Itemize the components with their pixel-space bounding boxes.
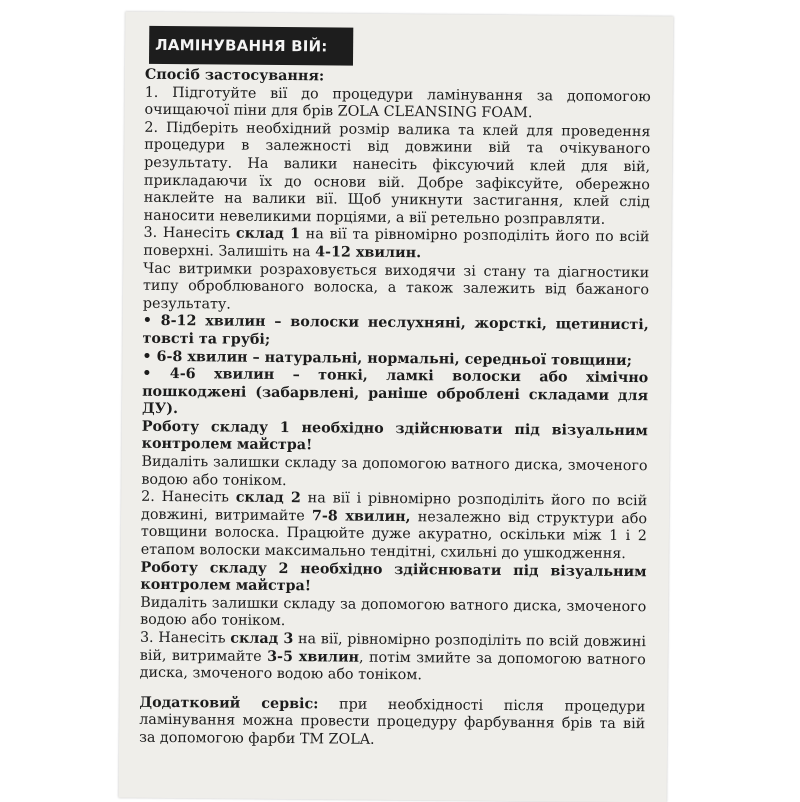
remove-residue-1: Видаліть залишки складу за допомогою ватного диска, змоченого водою або тоніком.	[141, 453, 648, 489]
extra-service-label: Додатковий сервіс:	[139, 694, 319, 713]
stage-2	[141, 489, 648, 564]
step-3-text-c: на вії та рівномірно розподіліть його по всій поверхні. Залишіть на	[143, 226, 650, 261]
stage-3	[140, 630, 646, 687]
section-title: ЛАМІНУВАННЯ ВІЙ:	[149, 26, 353, 66]
warning-composition-1: Роботу складу 1 необхідно здійснювати під візуальним контролем майстра!	[141, 418, 648, 454]
step-2: 2. Підберіть необхідний розмір валика та клей для проведення процедури в залежності від довжини вій та очікуваного результату. На валики нанесіть фіксуючий клей для вій, прикладаючи їх до основи вій. Добре зафіксуйте, обережно наклейте на валики вії. Щоб уникнути застигання, клей слід наносити невеликими порціями, а вії ретельно розправляти.	[143, 119, 651, 228]
step-1: 1. Підготуйте вії до процедури ламінування за допомогою очищаючої піни для брів ZOLA CLEANSING FOAM.	[144, 84, 651, 122]
exposure-note: Час витримки розраховується виходячи зі стану та діагностики типу оброблюваного волоска, а також залежить від бажаного результату.	[142, 260, 650, 313]
stage-3-text-a: 3. Нанесіть	[139, 629, 231, 647]
extra-service-text: при необхідності після процедури ламінування можна провести процедуру фарбування брів та вій за допомогою фарби ТМ ZOLA.	[139, 696, 646, 748]
remove-residue-2: Видаліть залишки складу за допомогою ватного диска, змоченого водою або тоніком.	[140, 594, 647, 630]
bullet-item: • 8-12 хвилин – волоски неслухняні, жорсткі, щетинисті, товсті та грубі;	[142, 313, 649, 348]
method-heading: Спосіб застосування:	[144, 66, 325, 85]
bullet-item: • 4-6 хвилин – тонкі, ламкі волоски або хімічно пошкоджені (забарвлені, раніше оброблені складами для ДУ).	[141, 365, 649, 418]
instruction-sheet	[119, 12, 674, 802]
step-3	[143, 225, 649, 265]
stage-2-text-c: на вії і рівномірно розподіліть його по всій довжині, витримайте	[140, 490, 648, 525]
warning-composition-2: Роботу складу 2 необхідно здійснювати під візуальним контролем майстра!	[140, 559, 647, 595]
step-3-time: 4-12 хвилин.	[315, 244, 422, 262]
bullet-item: • 6-8 хвилин – натуральні, нормальні, середньої товщини;	[142, 348, 632, 369]
stage-2-time: 7-8 хвилин,	[311, 508, 411, 525]
stage-3-time: 3-5 хвилин	[267, 648, 360, 666]
step-3-composition: склад 1	[235, 225, 301, 243]
stage-2-text-a: 2. Нанесіть	[141, 489, 236, 506]
stage-3-text-c: на вії, рівномірно розподіліть по всій довжині вій, витримайте	[139, 631, 647, 665]
step-3-text-a: 3. Нанесіть	[143, 225, 236, 242]
stage-3-composition: склад 3	[230, 630, 294, 648]
stage-3-text-d: , потім змийте за допомогою ватного диска, змоченого водою або тоніком.	[139, 649, 646, 684]
stage-2-composition: склад 2	[235, 489, 301, 507]
stage-2-text-d: незалежно від структури або товщини волоска. Працюйте дуже акуратно, оскільки між 1 і 2 етапом волоски максимально тендітні, схильні до ушкодження.	[140, 508, 648, 563]
instruction-text	[139, 67, 651, 752]
extra-service	[139, 695, 645, 752]
